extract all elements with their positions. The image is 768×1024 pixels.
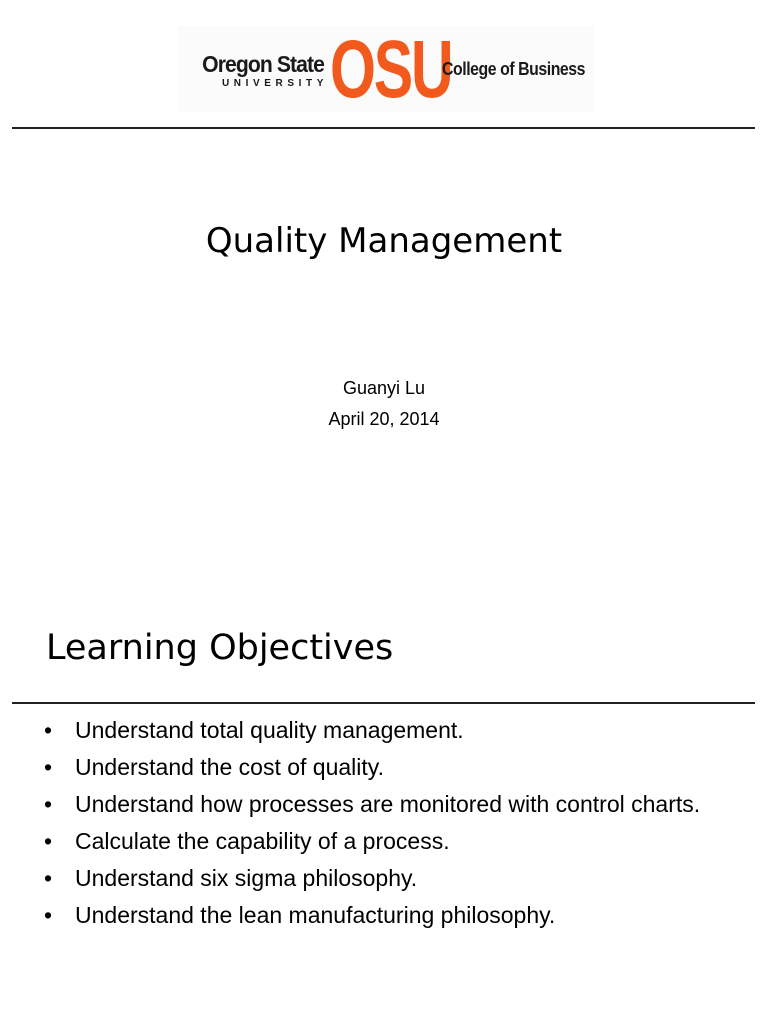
logo-osu-mark: OSU (330, 24, 452, 115)
logo-university-subtitle: UNIVERSITY (221, 78, 328, 89)
objective-text: Understand six sigma philosophy. (75, 865, 418, 891)
bullet-icon: • (44, 865, 53, 891)
list-item (44, 715, 724, 745)
list-item (44, 789, 724, 819)
objective-text: Understand total quality management. (75, 717, 464, 743)
osu-college-of-business-logo (178, 24, 594, 115)
objectives-slide (0, 585, 768, 1024)
slide-heading: Learning Objectives (46, 628, 394, 668)
bullet-icon: • (44, 828, 53, 854)
bullet-icon: • (44, 717, 53, 743)
objectives-list (44, 715, 724, 937)
logo-college-name: College of Business (442, 59, 586, 79)
header-divider (12, 127, 755, 129)
objective-text: Understand the cost of quality. (75, 754, 384, 780)
objective-text: Calculate the capability of a process. (75, 828, 450, 854)
logo-university-name: Oregon State (202, 51, 324, 77)
presentation-date: April 20, 2014 (328, 409, 440, 429)
logo-wordmark (180, 51, 328, 90)
bullet-icon: • (44, 902, 53, 928)
bullet-icon: • (44, 791, 53, 817)
objective-text: Understand the lean manufacturing philosophy. (75, 902, 556, 928)
list-item (44, 752, 724, 782)
presentation-author: Guanyi Lu (342, 378, 426, 398)
bullet-icon: • (44, 754, 53, 780)
list-item (44, 900, 724, 930)
heading-divider (12, 702, 755, 704)
list-item (44, 826, 724, 856)
presentation-title: Quality Management (205, 221, 563, 261)
list-item (44, 863, 724, 893)
objective-text: Understand how processes are monitored with control charts. (75, 791, 701, 817)
